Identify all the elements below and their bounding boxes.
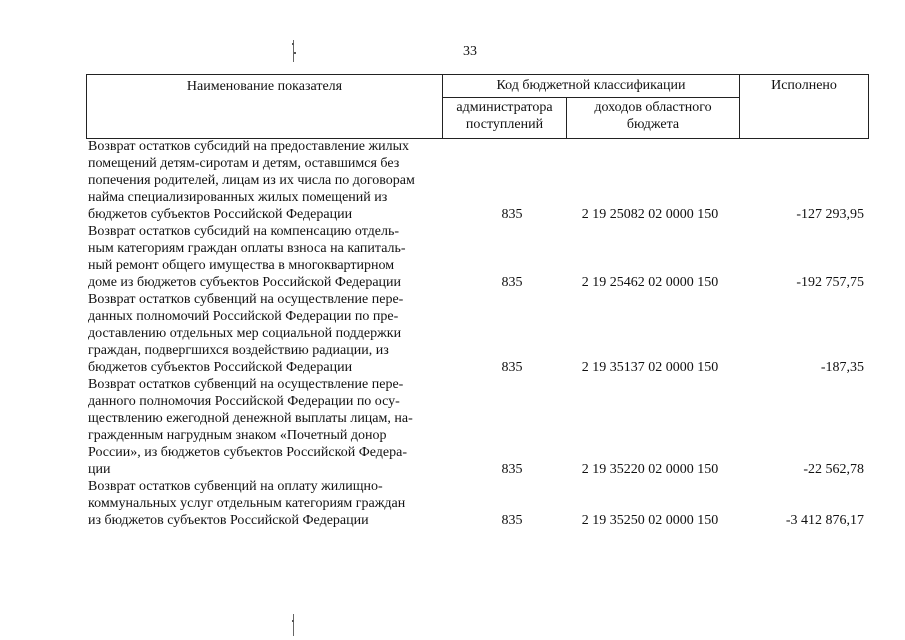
row-admin-code: 835 [501, 207, 523, 222]
row-name-line: данных полномочий Российской Федерации по пре- [88, 309, 399, 324]
row-budget-code: 2 19 35250 02 0000 150 [581, 513, 719, 528]
row-name-line: Возврат остатков субсидий на предоставление жилых [88, 139, 410, 154]
row-name-line: попечения родителей, лицам из их числа по договорам [88, 173, 415, 188]
row-budget-code: 2 19 25462 02 0000 150 [581, 275, 719, 290]
header-admin-column: администратора поступлений [443, 98, 567, 139]
row-name-line: Возврат остатков субвенций на осуществление пере- [88, 377, 404, 392]
row-name-line: России», из бюджетов субъектов Российской Федера- [88, 445, 407, 460]
scan-dot [294, 52, 296, 54]
scan-dot [292, 620, 294, 622]
row-name-line: помещений детям-сиротам и детям, оставшимся без [88, 156, 400, 171]
row-executed-value: -127 293,95 [796, 207, 864, 222]
row-name-line: бюджетов субъектов Российской Федерации [88, 360, 353, 375]
header-code-column: Код бюджетной классификации [443, 75, 740, 98]
row-indicator-name [88, 223, 443, 291]
row-admin-code: 835 [501, 462, 523, 477]
row-name-line: ции [88, 462, 111, 477]
row-name-line: доме из бюджетов субъектов Российской Федерации [88, 275, 402, 290]
row-admin-code: 835 [501, 360, 523, 375]
row-name-line: Возврат остатков субсидий на компенсацию отдель- [88, 224, 400, 239]
page-number: 33 [463, 44, 477, 59]
table-row [88, 223, 868, 291]
row-executed-value: -22 562,78 [803, 462, 864, 477]
row-name-line: Возврат остатков субвенций на осуществление пере- [88, 292, 404, 307]
row-name-line: граждан, подвергшихся воздействию радиации, из [88, 343, 389, 358]
row-budget-code: 2 19 35137 02 0000 150 [581, 360, 719, 375]
table-row [88, 291, 868, 376]
header-executed-column: Исполнено [740, 75, 869, 139]
table-row [88, 376, 868, 478]
row-name-line: ществлению ежегодной денежной выплаты лицам, на- [88, 411, 413, 426]
table-row [88, 138, 868, 223]
row-admin-code: 835 [501, 275, 523, 290]
row-name-line: гражденным нагрудным знаком «Почетный донор [88, 428, 387, 443]
table-body [88, 138, 868, 529]
row-name-line: коммунальных услуг отдельным категориям граждан [88, 496, 406, 511]
scan-mark-bottom [293, 614, 294, 636]
row-name-line: бюджетов субъектов Российской Федерации [88, 207, 353, 222]
header-income-column: доходов областного бюджета [567, 98, 740, 139]
row-executed-value: -187,35 [820, 360, 864, 375]
row-name-line: из бюджетов субъектов Российской Федерации [88, 513, 369, 528]
row-indicator-name [88, 291, 443, 376]
row-name-line: найма специализированных жилых помещений из [88, 190, 388, 205]
table-row [88, 478, 868, 529]
row-executed-value: -3 412 876,17 [785, 513, 864, 528]
row-budget-code: 2 19 35220 02 0000 150 [581, 462, 719, 477]
row-name-line: ный ремонт общего имущества в многоквартирном [88, 258, 395, 273]
row-indicator-name [88, 376, 443, 478]
table-header [86, 74, 869, 139]
row-name-line: Возврат остатков субвенций на оплату жилищно- [88, 479, 383, 494]
row-indicator-name [88, 138, 443, 223]
row-admin-code: 835 [501, 513, 523, 528]
row-name-line: ным категориям граждан оплаты взноса на капиталь- [88, 241, 406, 256]
scan-dot [292, 43, 294, 45]
header-name-column: Наименование показателя [87, 75, 443, 139]
row-name-line: данного полномочия Российской Федерации по осу- [88, 394, 400, 409]
row-name-line: доставлению отдельных мер социальной поддержки [88, 326, 402, 341]
row-indicator-name [88, 478, 443, 529]
row-executed-value: -192 757,75 [796, 275, 864, 290]
row-budget-code: 2 19 25082 02 0000 150 [581, 207, 719, 222]
